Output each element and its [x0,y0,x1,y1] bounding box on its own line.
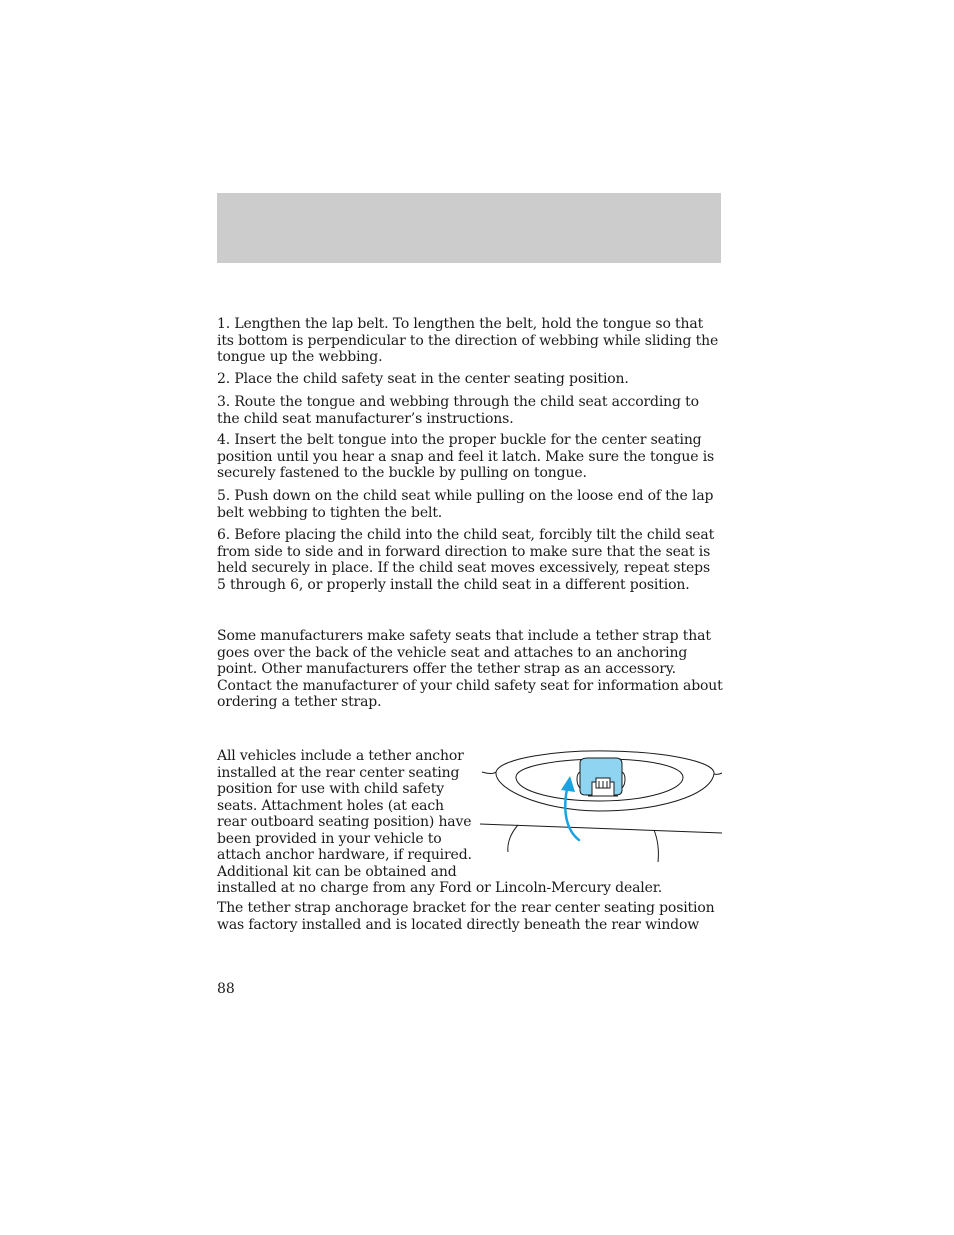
anchor-text-line: been provided in your vehicle to [217,830,442,847]
step-2: 2. Place the child safety seat in the center seating position. [217,371,629,387]
step-4: 4. Insert the belt tongue into the proper buckle for the center seating position until you hear a snap and feel it latch. Make sure the tongue is securely fastened to the buckle by pulling on tongue. [217,432,715,481]
step-1: 1. Lengthen the lap belt. To lengthen the belt, hold the tongue so that its bottom is perpendicular to the direction of webbing while sliding the tongue up the webbing. [217,316,719,365]
page-number: 88 [217,981,235,997]
section-header-bar [217,193,721,263]
anchor-text-line: attach anchor hardware, if required. [217,847,472,863]
tether-anchor-illustration [478,748,724,866]
step-3: 3. Route the tongue and webbing through the child seat according to the child seat manufacturer’s instructions. [217,394,699,427]
step-5: 5. Push down on the child seat while pulling on the loose end of the lap belt webbing to tighten the belt. [217,488,714,521]
anchor-text-line: seats. Attachment holes (at each [217,797,444,814]
anchorage-bracket-text: The tether strap anchorage bracket for the rear center seating position was factory installed and is located directly beneath the rear window [217,900,715,933]
anchor-text-line: installed at the rear center seating [217,764,460,781]
anchor-text-line: All vehicles include a tether anchor [217,748,464,764]
step-6: 6. Before placing the child into the child seat, forcibly tilt the child seat from side to side and in forward direction to make sure that the seat is held securely in place. If the child seat moves excessively, repeat steps 5 through 6, or properly install the child seat in a different position. [217,527,715,593]
anchor-text-line: position for use with child safety [217,781,444,797]
anchor-text-line: rear outboard seating position) have [217,814,472,830]
anchor-text-line: Additional kit can be obtained and [217,863,457,880]
tether-strap-intro: Some manufacturers make safety seats that include a tether strap that goes over the back of the vehicle seat and attaches to an anchoring point. Other manufacturers offer the tether strap as an accessory. Contact the manufacturer of your child safety seat for information about ordering a tether strap. [217,628,723,710]
anchor-text-line: installed at no charge from any Ford or Lincoln-Mercury dealer. [217,880,663,896]
